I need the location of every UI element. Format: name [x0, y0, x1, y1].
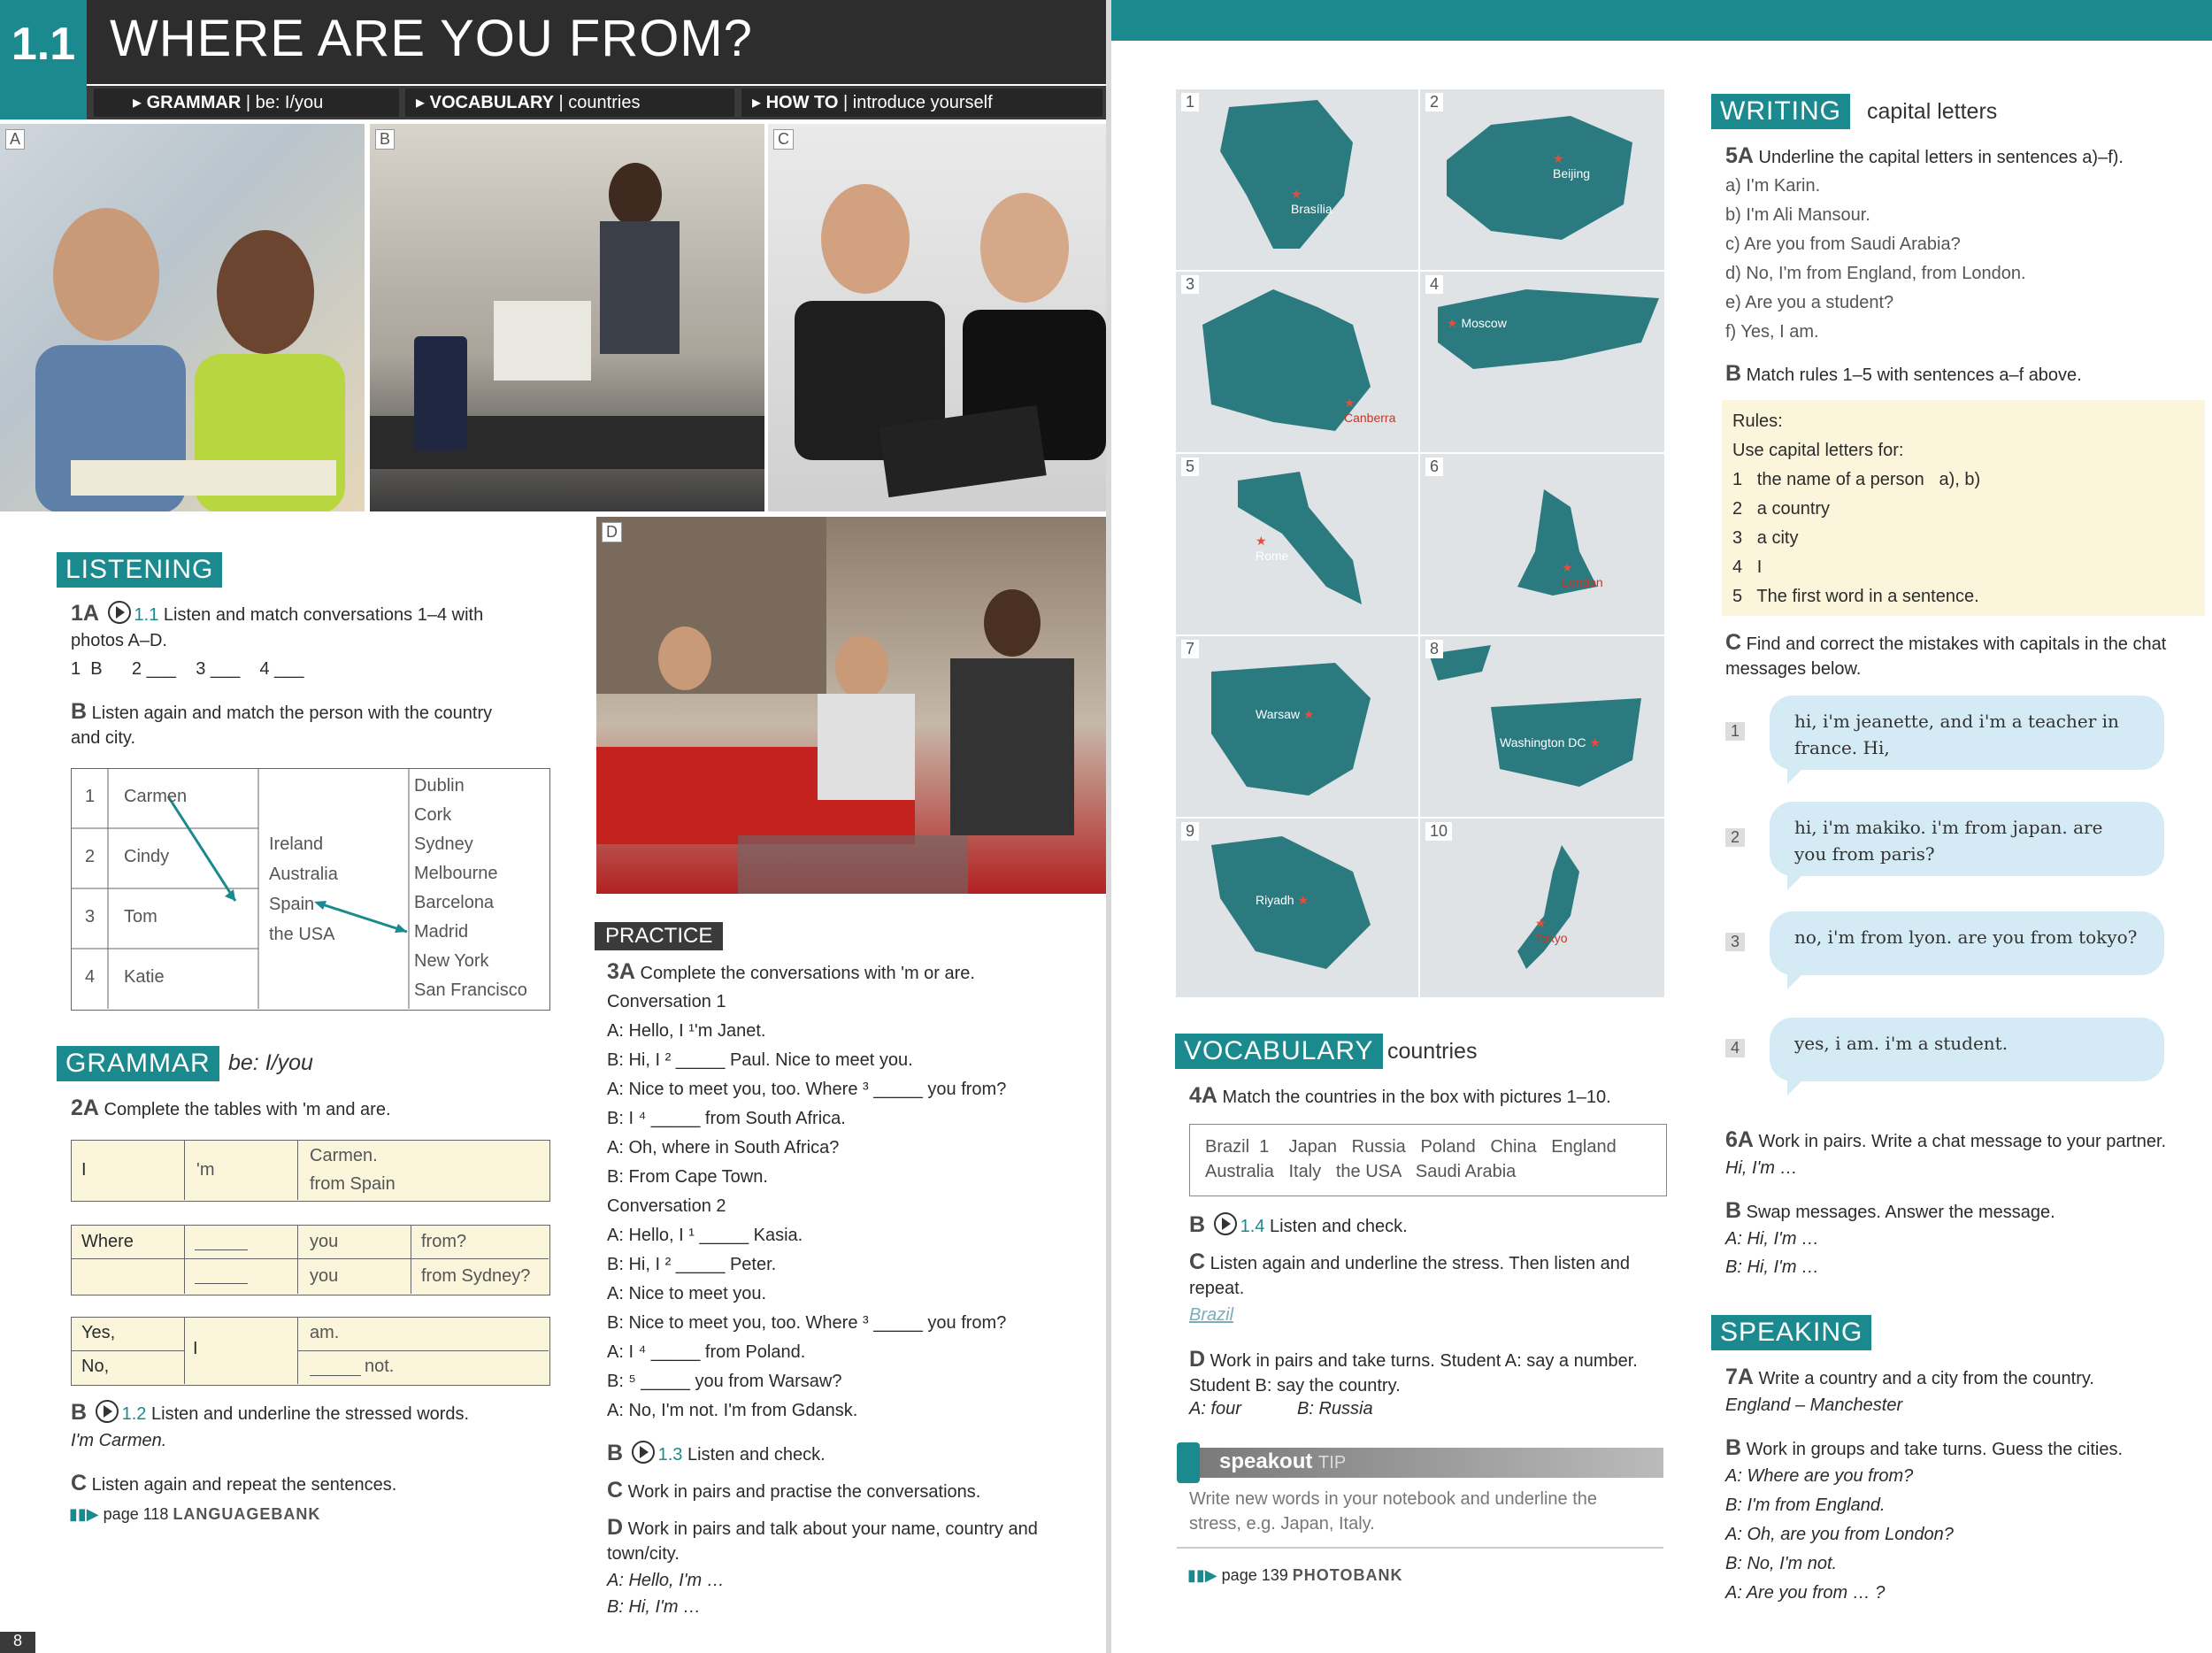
divider [297, 1140, 298, 1200]
writing-q6b-example: A: Hi, I'm … [1725, 1229, 1820, 1249]
map-cell-1: 1 ★ Brasília [1175, 88, 1419, 271]
vocabulary-q4a: 4A Match the countries in the box with pictures 1–10. [1189, 1083, 1611, 1108]
writing-q6a: 6A Work in pairs. Write a chat message to your partner. [1725, 1127, 2167, 1152]
play-icon[interactable] [108, 601, 131, 624]
conversation-line: A: Nice to meet you. [607, 1284, 767, 1303]
conversation-line: Conversation 1 [607, 992, 726, 1011]
map-cell-7: 7 Warsaw ★ [1175, 635, 1419, 818]
writing-heading: WRITING [1711, 94, 1850, 129]
vocabulary-example-b: B: Russia [1297, 1399, 1373, 1419]
match-arrow [168, 796, 235, 901]
nav-vocabulary[interactable]: ▸ VOCABULARY | countries [405, 88, 734, 117]
map-shape [1420, 272, 1664, 452]
table-cell: Yes, [81, 1323, 116, 1342]
chat-number: 4 [1725, 1039, 1745, 1057]
table-cell: from Spain [310, 1174, 396, 1194]
vocabulary-example-a: A: four [1189, 1399, 1241, 1419]
tip-text: Write new words in your notebook and underline the [1189, 1489, 1598, 1509]
table-cell: not. [365, 1357, 395, 1376]
writing-item: f) Yes, I am. [1725, 322, 1819, 342]
speaking-line: B: No, I'm not. [1725, 1554, 1838, 1573]
conversation-line: B: I ⁴ _____ from South Africa. [607, 1109, 846, 1128]
rule-item: 3 a city [1732, 528, 1799, 548]
vocabulary-q4c: C Listen again and underline the stress. Then listen and [1189, 1249, 1631, 1274]
map-shape [1176, 89, 1418, 270]
play-icon[interactable] [96, 1400, 119, 1423]
vocabulary-q4d: D Work in pairs and take turns. Student A: say a number. [1189, 1347, 1638, 1372]
page-number: 8 [0, 1632, 35, 1653]
speaking-q7b: B Work in groups and take turns. Guess the cities. [1725, 1435, 2124, 1460]
practice-q3b: B 1.3 Listen and check. [607, 1441, 826, 1465]
tip-text: stress, e.g. Japan, Italy. [1189, 1514, 1375, 1534]
writing-item: e) Are you a student? [1725, 293, 1894, 312]
writing-item: b) I'm Ali Mansour. [1725, 205, 1870, 225]
table-cell: Where [81, 1232, 134, 1251]
nav-howto[interactable]: ▸ HOW TO | introduce yourself [741, 88, 1102, 117]
map-cell-8: 8 Washington DC ★ [1419, 635, 1665, 818]
map-shape [1420, 636, 1664, 817]
nav-grammar[interactable]: ▸ GRAMMAR | be: I/you [94, 88, 399, 117]
vocabulary-q4c-cont: repeat. [1189, 1279, 1245, 1298]
row-num: 4 [85, 967, 96, 987]
practice-heading: PRACTICE [595, 922, 723, 950]
spine-shadow [1106, 0, 1111, 1653]
photo-d [596, 517, 1106, 894]
speaking-line: A: Are you from … ? [1725, 1583, 1886, 1603]
practice-q3a: 3A Complete the conversations with 'm or are. [607, 959, 975, 984]
map-cell-9: 9 Riyadh ★ [1175, 818, 1419, 998]
conversation-line: A: No, I'm not. I'm from Gdansk. [607, 1401, 858, 1420]
rules-intro: Use capital letters for: [1732, 441, 1904, 460]
speaking-q7a: 7A Write a country and a city from the country. [1725, 1365, 2094, 1389]
table-cell: you [310, 1266, 339, 1286]
map-shape [1420, 819, 1664, 997]
conversation-line: A: Hello, I ¹ _____ Kasia. [607, 1226, 803, 1245]
practice-example: A: Hello, I'm … [607, 1571, 725, 1590]
rule-item: 2 a country [1732, 499, 1831, 519]
rule-item: 5 The first word in a sentence. [1732, 587, 1979, 606]
map-grid [1175, 88, 1663, 996]
city-cell: Cork [414, 805, 452, 825]
photo-b-illustration [370, 124, 764, 511]
languagebank-link[interactable]: ▮▮▶ page 118 LANGUAGEBANK [69, 1505, 321, 1523]
country-cell: the USA [269, 925, 335, 944]
speaking-heading: SPEAKING [1711, 1315, 1871, 1350]
writing-q6b-example: B: Hi, I'm … [1725, 1257, 1820, 1277]
vocabulary-q4d-cont: Student B: say the country. [1189, 1376, 1401, 1395]
vocabulary-heading: VOCABULARY [1175, 1034, 1383, 1069]
writing-q5c: C Find and correct the mistakes with capitals in the chat [1725, 630, 2167, 655]
grammar-q2a: 2A Complete the tables with 'm and are. [71, 1096, 391, 1120]
divider [184, 1317, 185, 1384]
row-num: 2 [85, 847, 96, 866]
photo-label-b: B [375, 129, 395, 150]
right-header-bar [1111, 0, 2212, 41]
grammar-q2b-example: I'm Carmen. [71, 1431, 167, 1450]
tip-divider [1177, 1547, 1663, 1549]
answer-blank[interactable] [310, 1375, 361, 1376]
conversation-line: A: I ⁴ _____ from Poland. [607, 1342, 806, 1362]
name-cell: Carmen [124, 787, 188, 806]
map-cell-4: 4 ★ Moscow [1419, 271, 1665, 453]
map-shape [1176, 636, 1418, 817]
rules-title: Rules: [1732, 411, 1783, 431]
writing-item: d) No, I'm from England, from London. [1725, 264, 2026, 283]
chat-number: 2 [1725, 828, 1745, 847]
rule-item: 4 I [1732, 557, 1763, 577]
conversation-line: B: Hi, I ² _____ Paul. Nice to meet you. [607, 1050, 913, 1070]
writing-q5b: B Match rules 1–5 with sentences a–f above. [1725, 361, 2082, 386]
table-cell: 'm [196, 1160, 215, 1180]
table-cell: No, [81, 1357, 110, 1376]
divider [297, 1317, 298, 1384]
play-icon[interactable] [632, 1441, 655, 1464]
writing-subheading: capital letters [1867, 99, 1998, 124]
photo-d-illustration [596, 517, 1106, 894]
map-cell-2: 2 ★ Beijing [1419, 88, 1665, 271]
page-title: WHERE ARE YOU FROM? [110, 10, 753, 67]
chat-bubble: no, i'm from lyon. are you from tokyo? [1770, 911, 2164, 975]
photo-a-illustration [0, 124, 365, 511]
arrow-right-icon: ▮▮▶ [1187, 1566, 1217, 1584]
table-cell: from Sydney? [421, 1266, 531, 1286]
city-cell: Melbourne [414, 864, 498, 883]
table-cell: I [81, 1160, 87, 1180]
divider [297, 1225, 298, 1294]
listening-heading: LISTENING [57, 552, 222, 588]
grammar-heading: GRAMMAR [57, 1046, 219, 1081]
listening-q1a-answers[interactable]: 1 B 2 ___ 3 ___ 4 ___ [71, 659, 304, 679]
practice-q3d-cont: town/city. [607, 1544, 680, 1564]
table-cell: I [193, 1339, 198, 1358]
name-cell: Katie [124, 967, 165, 987]
map-shape [1176, 819, 1418, 997]
city-cell: Sydney [414, 834, 473, 854]
practice-q3c: C Work in pairs and practise the conversations. [607, 1478, 981, 1503]
writing-q6b: B Swap messages. Answer the message. [1725, 1198, 2055, 1223]
photo-c [768, 124, 1106, 511]
photo-label-d: D [602, 522, 622, 542]
conversation-line: Conversation 2 [607, 1196, 726, 1216]
chat-number: 3 [1725, 933, 1745, 951]
name-cell: Tom [124, 907, 157, 926]
city-cell: Madrid [414, 922, 469, 942]
conversation-line: B: Hi, I ² _____ Peter. [607, 1255, 777, 1274]
grammar-q2c: C Listen again and repeat the sentences. [71, 1471, 397, 1495]
map-shape [1420, 454, 1664, 634]
photo-b [370, 124, 764, 511]
country-box-line: Brazil 1 Japan Russia Poland China England [1205, 1137, 1617, 1157]
country-cell: Spain [269, 895, 315, 914]
country-cell: Ireland [269, 834, 324, 854]
map-cell-6: 6 ★ London [1419, 453, 1665, 635]
map-cell-3: 3 ★ Canberra [1175, 271, 1419, 453]
map-cell-10: 10 ★ Tokyo [1419, 818, 1665, 998]
table-cell: am. [310, 1323, 340, 1342]
country-box-line: Australia Italy the USA Saudi Arabia [1205, 1162, 1517, 1181]
conversation-line: B: From Cape Town. [607, 1167, 768, 1187]
writing-item: c) Are you from Saudi Arabia? [1725, 234, 1961, 254]
map-shape [1420, 89, 1664, 270]
conversation-line: B: ⁵ _____ you from Warsaw? [607, 1372, 842, 1391]
chat-number: 1 [1725, 722, 1745, 741]
writing-q5c-cont: messages below. [1725, 659, 1862, 679]
grammar-q2b: B 1.2 Listen and underline the stressed words. [71, 1400, 470, 1425]
speaking-line: A: Oh, are you from London? [1725, 1525, 1954, 1544]
city-cell: Dublin [414, 776, 465, 796]
vocabulary-example: Brazil [1189, 1305, 1234, 1325]
photo-c-illustration [768, 124, 1106, 511]
photo-a [0, 124, 365, 511]
speaking-line: A: Where are you from? [1725, 1466, 1914, 1486]
map-shape [1176, 454, 1418, 634]
row-num: 3 [85, 907, 96, 926]
speaking-line: B: I'm from England. [1725, 1495, 1886, 1515]
table-cell: Carmen. [310, 1146, 378, 1165]
rule-item: 1 the name of a person a), b) [1732, 470, 1981, 489]
name-cell: Cindy [124, 847, 170, 866]
answer-blank[interactable] [195, 1249, 248, 1250]
vocabulary-q4b: B 1.4 Listen and check. [1189, 1212, 1408, 1237]
country-cell: Australia [269, 865, 338, 884]
speakout-brand: speakout TIP [1219, 1449, 1347, 1473]
divider [184, 1140, 185, 1200]
photobank-link[interactable]: ▮▮▶ page 139 PHOTOBANK [1187, 1566, 1403, 1584]
row-num: 1 [85, 787, 96, 806]
city-cell: New York [414, 951, 489, 971]
divider [184, 1225, 185, 1294]
arrow-right-icon: ▮▮▶ [69, 1505, 99, 1523]
conversation-line: A: Nice to meet you, too. Where ³ _____ you from? [607, 1080, 1007, 1099]
writing-q5a: 5A Underline the capital letters in sentences a)–f). [1725, 143, 2124, 168]
listening-q1a-cont: photos A–D. [71, 631, 167, 650]
table-cell: from? [421, 1232, 467, 1251]
play-icon[interactable] [1214, 1212, 1237, 1235]
practice-q3d: D Work in pairs and talk about your name, country and [607, 1515, 1038, 1540]
vocabulary-subheading: countries [1387, 1039, 1478, 1064]
city-cell: Barcelona [414, 893, 495, 912]
divider [71, 1350, 184, 1351]
listening-q1a: 1A 1.1 Listen and match conversations 1–4 with [71, 601, 484, 626]
conversation-line: B: Nice to meet you, too. Where ³ _____ you from? [607, 1313, 1007, 1333]
listening-q1b: B Listen again and match the person with the country [71, 699, 493, 724]
chat-bubble: hi, i'm makiko. i'm from japan. are you from paris? [1770, 802, 2164, 876]
map-shape [1176, 272, 1418, 452]
divider [71, 1258, 549, 1259]
speakout-logo-icon [1177, 1442, 1200, 1483]
unit-number: 1.1 [11, 19, 76, 70]
photo-label-c: C [773, 129, 794, 150]
conversation-line: A: Oh, where in South Africa? [607, 1138, 840, 1157]
chat-bubble: hi, i'm jeanette, and i'm a teacher in france. Hi, [1770, 696, 2164, 770]
photo-label-a: A [5, 129, 25, 150]
chat-bubble: yes, i am. i'm a student. [1770, 1018, 2164, 1081]
listening-q1b-cont: and city. [71, 728, 135, 748]
map-cell-5: 5 ★ Rome [1175, 453, 1419, 635]
table-cell: you [310, 1232, 339, 1251]
grammar-subheading: be: I/you [228, 1050, 313, 1075]
practice-example: B: Hi, I'm … [607, 1597, 702, 1617]
speaking-q7a-example: England – Manchester [1725, 1395, 1903, 1415]
unit-badge [0, 0, 87, 119]
divider [297, 1350, 549, 1351]
conversation-line: A: Hello, I ¹'m Janet. [607, 1021, 766, 1041]
writing-item: a) I'm Karin. [1725, 176, 1821, 196]
city-cell: San Francisco [414, 980, 527, 1000]
writing-q6a-example: Hi, I'm … [1725, 1158, 1798, 1178]
answer-blank[interactable] [195, 1283, 248, 1284]
